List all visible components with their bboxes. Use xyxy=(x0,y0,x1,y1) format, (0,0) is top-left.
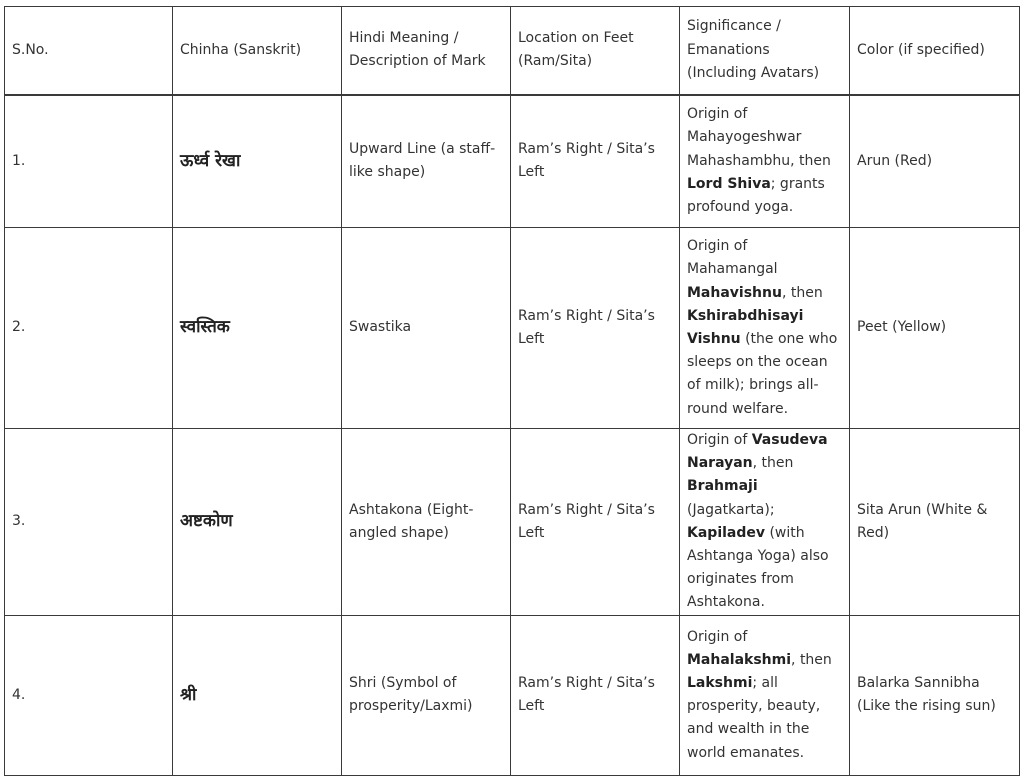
significance-bold-text: Kapiladev xyxy=(687,524,766,541)
significance-bold-text: Kshirabdhisayi Vishnu xyxy=(687,307,804,347)
significance-text: Origin of Mahayogeshwar Mahashambhu, then xyxy=(687,106,831,169)
significance-bold-text: Brahmaji xyxy=(687,478,758,495)
cell-color: Sita Arun (White & Red) xyxy=(850,429,1020,616)
header-chinha: Chinha (Sanskrit) xyxy=(173,7,342,95)
significance-text: , then xyxy=(752,455,794,472)
significance-bold-text: Mahalakshmi xyxy=(687,651,792,668)
significance-text: (Jagatkarta); xyxy=(687,501,775,518)
cell-significance xyxy=(680,228,850,429)
cell-sno: 3. xyxy=(5,429,173,616)
significance-bold-text: Lakshmi xyxy=(687,674,753,691)
chinha-table xyxy=(4,6,1020,776)
header-row xyxy=(5,7,1020,95)
cell-location: Ram’s Right / Sita’s Left xyxy=(511,95,680,228)
cell-significance xyxy=(680,429,850,616)
cell-chinha: श्री xyxy=(173,615,342,775)
significance-bold-text: Vasudeva Narayan xyxy=(687,432,828,472)
significance-text: Origin of xyxy=(687,628,748,645)
significance-text: ; all prosperity, beauty, and wealth in the world emanates. xyxy=(687,674,821,761)
cell-color: Balarka Sannibha (Like the rising sun) xyxy=(850,615,1020,775)
cell-meaning: Swastika xyxy=(342,228,511,429)
cell-meaning: Upward Line (a staff-like shape) xyxy=(342,95,511,228)
table-row xyxy=(5,429,1020,616)
header-location: Location on Feet (Ram/Sita) xyxy=(511,7,680,95)
cell-location: Ram’s Right / Sita’s Left xyxy=(511,615,680,775)
significance-text: , then xyxy=(781,284,823,301)
chinha-table-container xyxy=(4,6,1019,776)
cell-sno: 1. xyxy=(5,95,173,228)
cell-color: Peet (Yellow) xyxy=(850,228,1020,429)
significance-bold-text: Mahavishnu xyxy=(687,284,782,301)
significance-text: ; grants profound yoga. xyxy=(687,175,825,216)
cell-chinha: अष्टकोण xyxy=(173,429,342,616)
cell-location: Ram’s Right / Sita’s Left xyxy=(511,228,680,429)
cell-color: Arun (Red) xyxy=(850,95,1020,228)
header-significance: Significance / Emanations (Including Avatars) xyxy=(680,7,850,95)
table-row xyxy=(5,228,1020,429)
table-header xyxy=(5,7,1020,95)
table-row xyxy=(5,615,1020,775)
significance-text: (the one who sleeps on the ocean of milk); brings all-round welfare. xyxy=(687,331,838,417)
cell-significance xyxy=(680,615,850,775)
significance-text: Origin of xyxy=(687,432,752,448)
significance-bold-text: Lord Shiva xyxy=(687,175,771,192)
header-meaning: Hindi Meaning / Description of Mark xyxy=(342,7,511,95)
cell-meaning: Shri (Symbol of prosperity/Laxmi) xyxy=(342,615,511,775)
table-body xyxy=(5,95,1020,776)
cell-significance xyxy=(680,95,850,228)
header-sno: S.No. xyxy=(5,7,173,95)
cell-meaning: Ashtakona (Eight-angled shape) xyxy=(342,429,511,616)
significance-text: , then xyxy=(791,651,832,668)
table-row xyxy=(5,95,1020,228)
header-color: Color (if specified) xyxy=(850,7,1020,95)
cell-sno: 4. xyxy=(5,615,173,775)
cell-location: Ram’s Right / Sita’s Left xyxy=(511,429,680,616)
significance-text: Origin of Mahamangal xyxy=(687,238,778,278)
significance-text: (with Ashtanga Yoga) also originates from Ashtakona. xyxy=(687,524,829,611)
cell-chinha: ऊर्ध्व रेखा xyxy=(173,95,342,228)
cell-sno: 2. xyxy=(5,228,173,429)
cell-chinha: स्वस्तिक xyxy=(173,228,342,429)
